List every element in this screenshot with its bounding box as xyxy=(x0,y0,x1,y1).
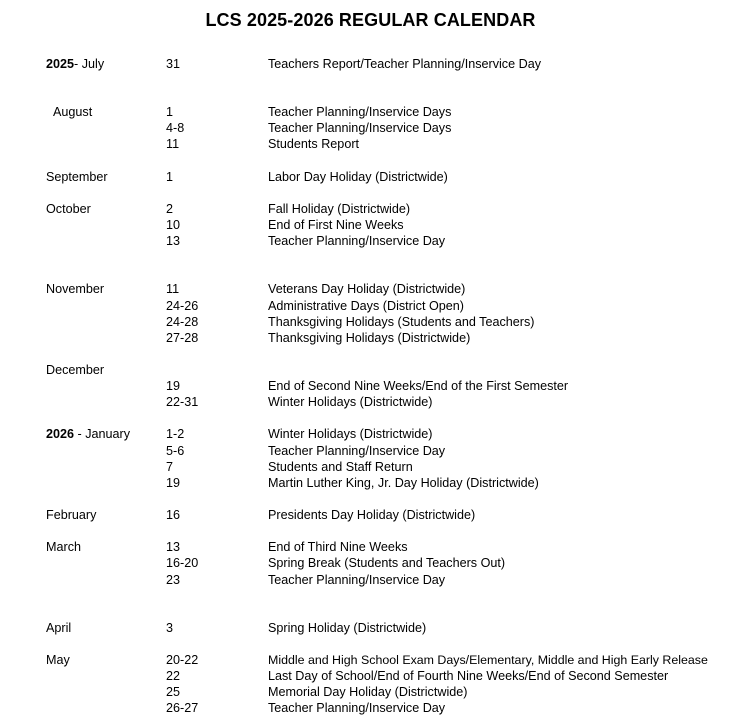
event-date: 19 xyxy=(166,476,181,490)
month-may: May xyxy=(46,653,70,667)
event-description: Teacher Planning/Inservice Day xyxy=(268,701,446,715)
event-date: 23 xyxy=(166,573,181,587)
year-2026: 2026 xyxy=(46,427,75,441)
event-description: Thanksgiving Holidays (Students and Teachers) xyxy=(268,315,535,329)
event-date: 7 xyxy=(166,460,174,474)
year-2025: 2025 xyxy=(46,57,75,71)
event-description: Students Report xyxy=(268,137,360,151)
event-description: Winter Holidays (Districtwide) xyxy=(268,395,433,409)
event-date: 25 xyxy=(166,685,181,699)
event-description: Memorial Day Holiday (Districtwide) xyxy=(268,685,468,699)
event-date: 27-28 xyxy=(166,331,199,345)
event-date: 16 xyxy=(166,508,181,522)
event-description: Martin Luther King, Jr. Day Holiday (Districtwide) xyxy=(268,476,539,490)
month-july: 2025- July xyxy=(46,57,105,71)
month-january: 2026 - January xyxy=(46,427,131,441)
event-date: 19 xyxy=(166,379,181,393)
event-date: 24-28 xyxy=(166,315,199,329)
event-description: End of Third Nine Weeks xyxy=(268,540,408,554)
event-description: Fall Holiday (Districtwide) xyxy=(268,202,411,216)
event-date: 1 xyxy=(166,105,174,119)
event-date: 5-6 xyxy=(166,444,185,458)
event-description: Veterans Day Holiday (Districtwide) xyxy=(268,282,466,296)
event-description: Teacher Planning/Inservice Days xyxy=(268,105,452,119)
event-description: Teacher Planning/Inservice Day xyxy=(268,573,446,587)
event-description: Spring Break (Students and Teachers Out) xyxy=(268,556,506,570)
event-date: 31 xyxy=(166,57,181,71)
event-date: 16-20 xyxy=(166,556,199,570)
event-description: Labor Day Holiday (Districtwide) xyxy=(268,170,448,184)
event-description: Middle and High School Exam Days/Elementary, Middle and High Early Release xyxy=(268,653,708,667)
event-date: 10 xyxy=(166,218,181,232)
month-september: September xyxy=(46,170,108,184)
event-date: 11 xyxy=(166,282,180,296)
event-date: 26-27 xyxy=(166,701,199,715)
event-description: Students and Staff Return xyxy=(268,460,413,474)
event-date: 11 xyxy=(166,137,180,151)
month-november: November xyxy=(46,282,105,296)
event-description: Spring Holiday (Districtwide) xyxy=(268,621,427,635)
event-description: Winter Holidays (Districtwide) xyxy=(268,427,433,441)
event-description: Last Day of School/End of Fourth Nine Weeks/End of Second Semester xyxy=(268,669,669,683)
event-date: 13 xyxy=(166,540,181,554)
event-description: Teachers Report/Teacher Planning/Inservice Day xyxy=(268,57,542,71)
event-description: Presidents Day Holiday (Districtwide) xyxy=(268,508,476,522)
event-date: 1 xyxy=(166,170,174,184)
event-description: End of Second Nine Weeks/End of the First Semester xyxy=(268,379,569,393)
event-date: 22-31 xyxy=(166,395,199,409)
month-february: February xyxy=(46,508,97,522)
month-december: December xyxy=(46,363,105,377)
month-april: April xyxy=(46,621,72,635)
month-august: August xyxy=(53,105,93,119)
event-description: Teacher Planning/Inservice Day xyxy=(268,444,446,458)
event-date: 13 xyxy=(166,234,181,248)
event-date: 20-22 xyxy=(166,653,199,667)
month-march: March xyxy=(46,540,81,554)
event-description: Teacher Planning/Inservice Day xyxy=(268,234,446,248)
event-date: 4-8 xyxy=(166,121,185,135)
event-date: 24-26 xyxy=(166,299,199,313)
event-description: Teacher Planning/Inservice Days xyxy=(268,121,452,135)
event-date: 1-2 xyxy=(166,427,185,441)
event-description: End of First Nine Weeks xyxy=(268,218,404,232)
event-date: 2 xyxy=(166,202,174,216)
page-title: LCS 2025-2026 REGULAR CALENDAR xyxy=(205,10,536,30)
event-date: 22 xyxy=(166,669,181,683)
event-description: Administrative Days (District Open) xyxy=(268,299,464,313)
event-description: Thanksgiving Holidays (Districtwide) xyxy=(268,331,471,345)
month-october: October xyxy=(46,202,91,216)
event-date: 3 xyxy=(166,621,174,635)
